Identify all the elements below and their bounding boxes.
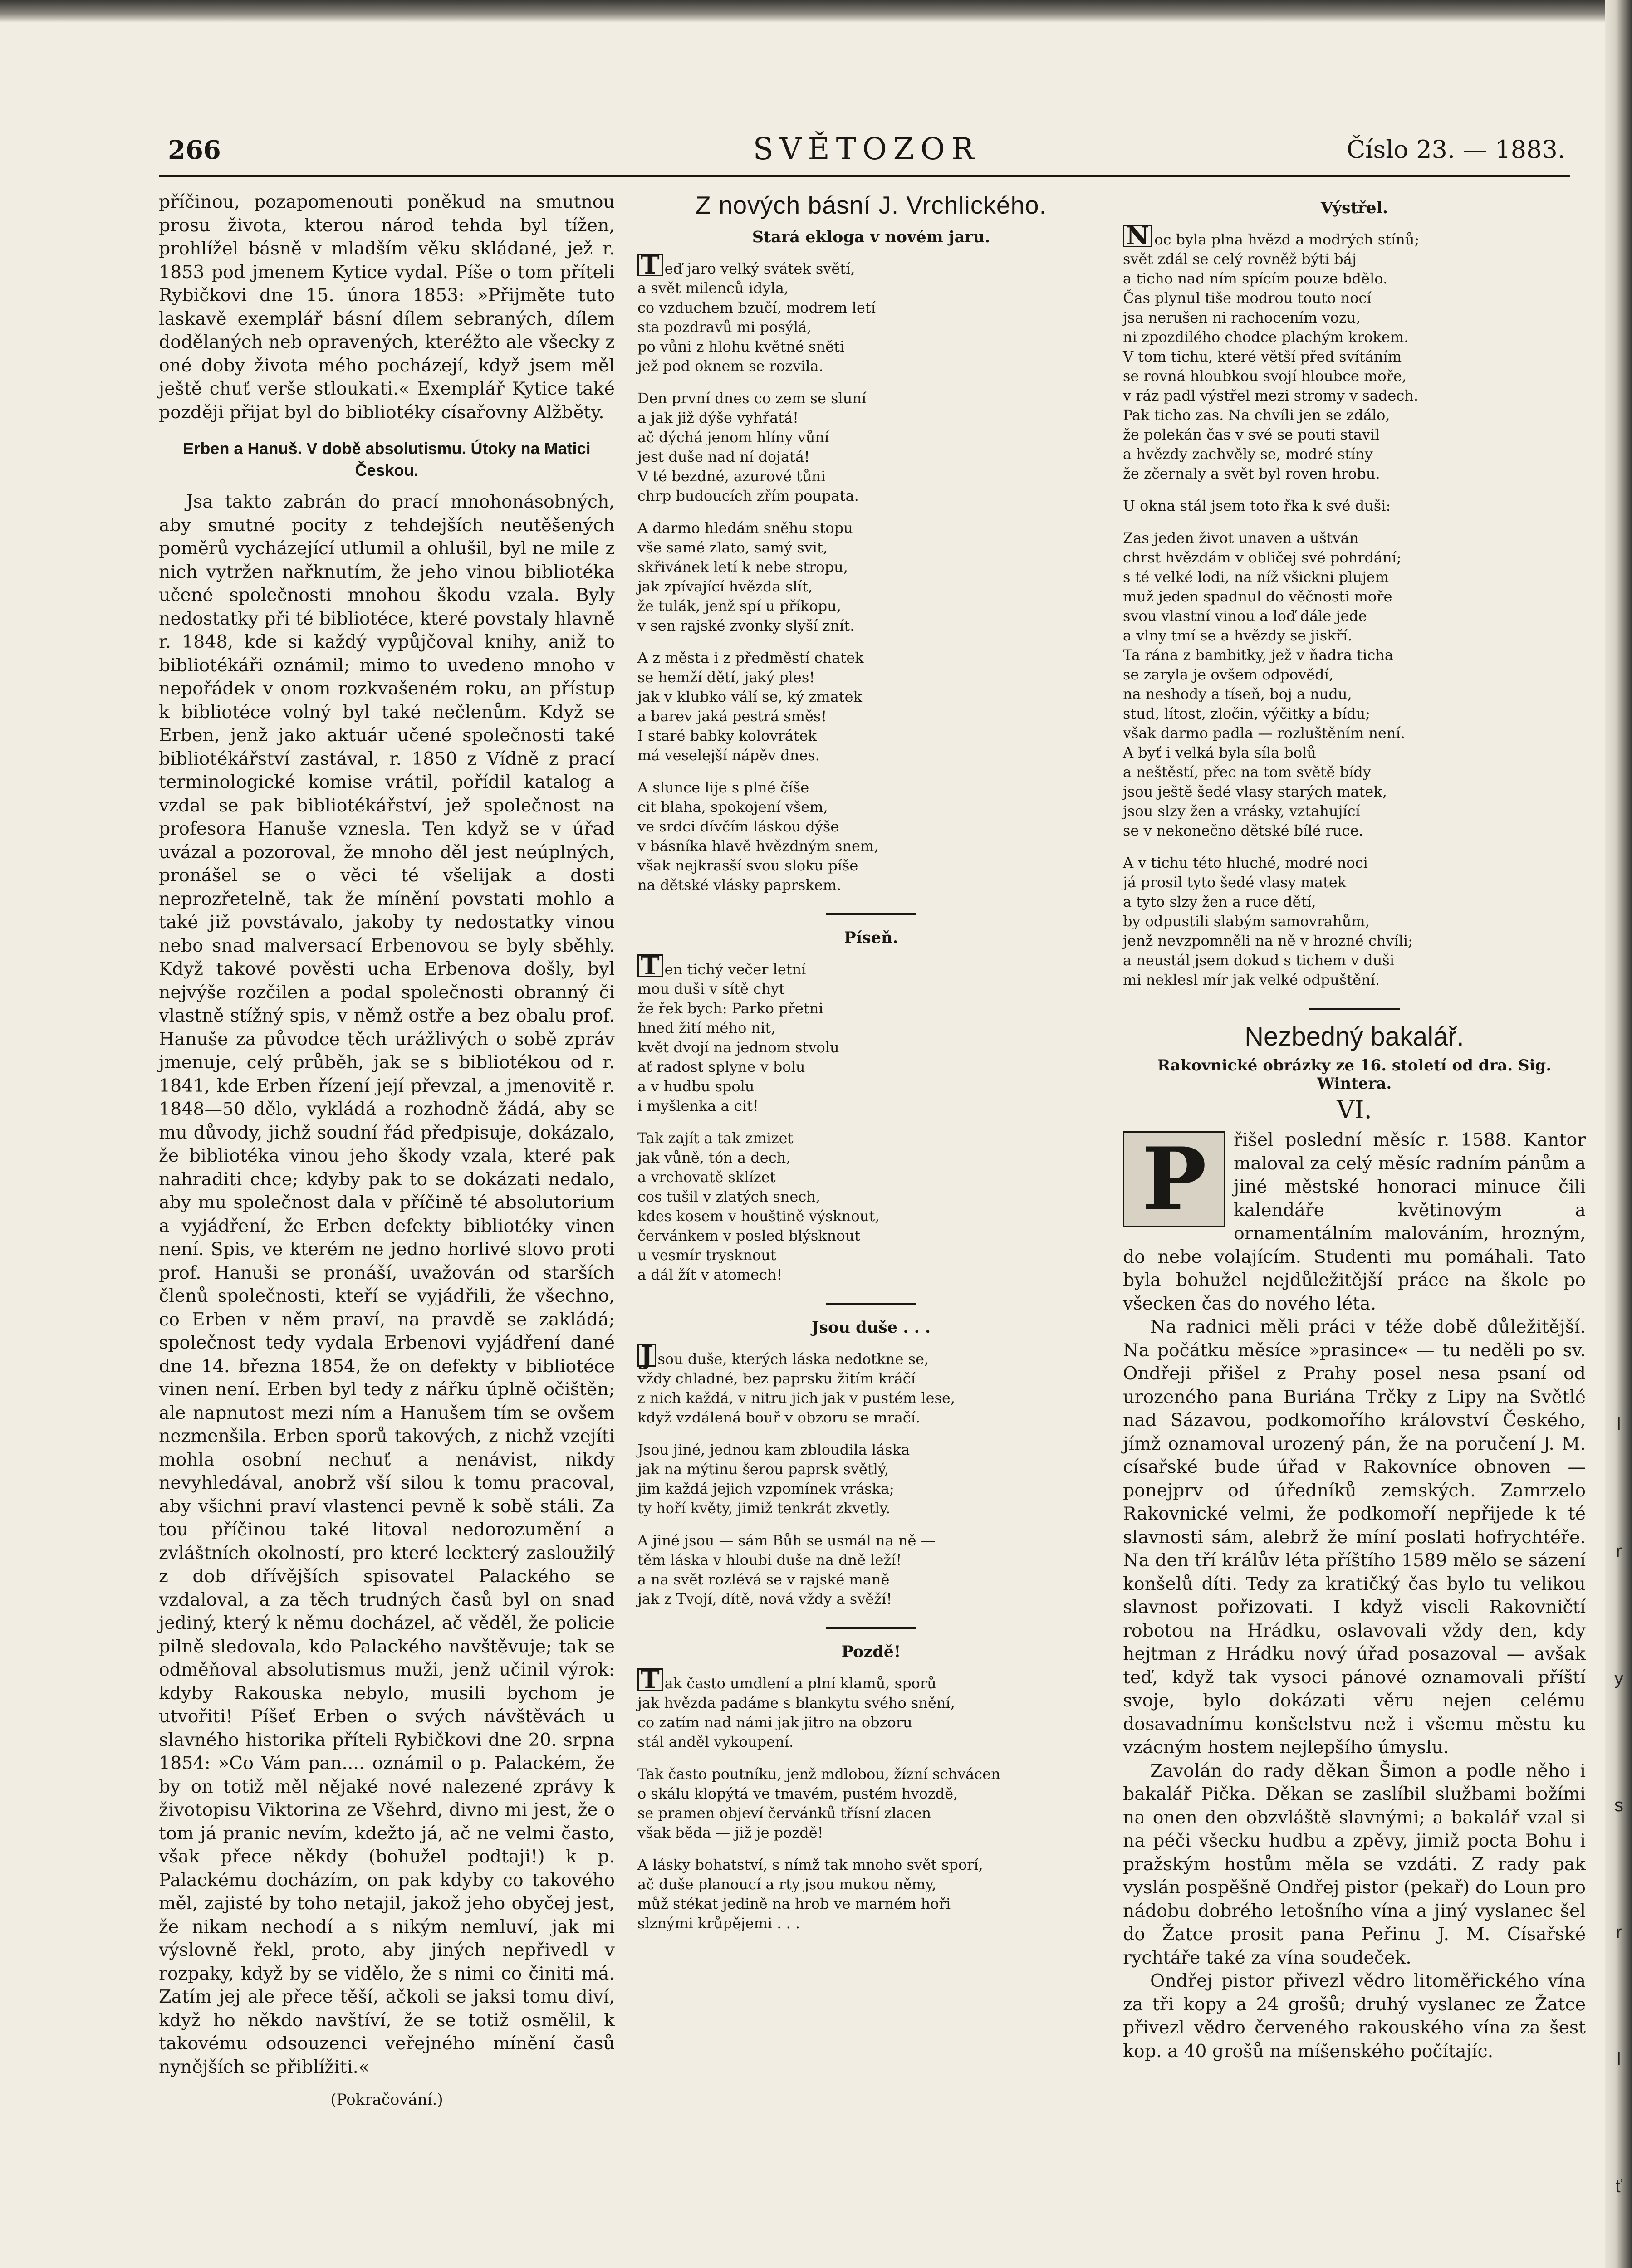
verse-text: I staré babky kolovrátek <box>637 727 817 744</box>
verse-text: a tyto slzy žen a ruce dětí, <box>1123 893 1316 910</box>
verse-text: jak hvězda padáme s blankytu svého snění, <box>637 1694 955 1711</box>
verse-text: Jsou jiné, jednou kam zbloudila láska <box>637 1441 910 1458</box>
ornamental-initial <box>1123 1131 1225 1227</box>
verse-line <box>1123 347 1586 367</box>
poem-verses <box>637 250 1105 895</box>
verse-text: jež pod oknem se rozvila. <box>637 357 823 375</box>
verse-line <box>1123 587 1586 606</box>
verse-line <box>1123 873 1586 892</box>
verse-text: má veselejší nápěv dnes. <box>637 747 820 764</box>
verse-text: těm láska v hloubi duše na dně leží! <box>637 1551 902 1569</box>
margin-fragment: l <box>1617 1414 1621 1434</box>
verse-line <box>1123 892 1586 912</box>
verse-line <box>637 979 1105 999</box>
separator-rule <box>637 908 1105 920</box>
verse-text: chrst hvězdám v obličej své pohrdání; <box>1123 549 1402 566</box>
verse-line <box>1123 406 1586 425</box>
stanza <box>1123 528 1586 841</box>
verse-line <box>637 1804 1105 1823</box>
verse-line <box>1123 802 1586 821</box>
verse-text: Tak často poutníku, jenž mdlobou, žízní schvácen <box>637 1765 1000 1783</box>
verse-line <box>637 1479 1105 1499</box>
stanza <box>637 518 1105 635</box>
verse-text: a na svět rozlévá se v rajské maně <box>637 1571 890 1588</box>
verse-text: se zaryla je ovšem odpovědí, <box>1123 666 1333 683</box>
article-paragraph: příčinou, pozapomenouti poněkud na smutnou prosu života, kterou národ tehda byl tížen, prohlížel básně v mladším věku skládané, jež r. 1853 pod jmenem Kytice vydal. Píše o tom příteli Rybičkovi dne 15. února 1853: »Přijměte tuto laskavě exemplář básní dílem sebraných, dílem dodělaných neb opravených, kteréžto ale všecky z oné doby života mého pocházejí, když jsem měl ještě chuť verše stloukati.« Exemplář Kytice také později přijat byl do bibliotéky císařovny Alžběty. <box>159 191 615 423</box>
verse-text: Den první dnes co zem se sluní <box>637 390 867 407</box>
verse-line <box>637 596 1105 616</box>
verse-text: o skálu klopýtá ve tmavém, pustém hvozdě, <box>637 1785 958 1802</box>
verse-text: v sen rajské zvonky slyší znít. <box>637 617 855 634</box>
verse-line <box>637 447 1105 467</box>
verse-text: můž stékat jedině na hrob ve marném hoři <box>637 1895 951 1912</box>
verse-line <box>1123 308 1586 327</box>
verse-line <box>637 1265 1105 1285</box>
verse-text: z nich každá, v nitru jich jak v pustém lese, <box>637 1389 956 1407</box>
verse-line <box>1123 464 1586 484</box>
verse-line <box>637 1388 1105 1408</box>
verse-text: ak často umdlení a plní klamů, sporů <box>664 1675 936 1692</box>
verse-text: však běda — již je pozdě! <box>637 1824 823 1841</box>
verse-text: na dětské vlásky paprskem. <box>637 876 842 894</box>
verse-text: V tom tichu, které větší před svítáním <box>1123 348 1402 365</box>
verse-line <box>637 1207 1105 1226</box>
stanza <box>637 648 1105 765</box>
verse-line <box>637 279 1105 298</box>
drop-capital: T <box>637 954 663 977</box>
stanza <box>1123 221 1586 484</box>
poems-heading: Z nových básní J. Vrchlického. <box>696 191 1047 219</box>
separator-rule <box>1123 1002 1586 1015</box>
verse-text: co zatím nad námi jak jitro na obzoru <box>637 1714 912 1731</box>
verse-line <box>637 1713 1105 1732</box>
verse-line <box>1123 567 1586 587</box>
verse-line <box>1123 269 1586 288</box>
verse-line <box>637 1693 1105 1713</box>
verse-line <box>637 337 1105 357</box>
verse-line <box>637 1096 1105 1116</box>
stanza <box>637 1440 1105 1518</box>
verse-line <box>637 1550 1105 1570</box>
poem-stara-ekloga <box>637 228 1105 895</box>
verse-line <box>637 1894 1105 1914</box>
verse-text: mou duši v sítě chyt <box>637 980 785 997</box>
verse-text: Čas plynul tiše modrou touto nocí <box>1123 289 1372 307</box>
story-subtitle: Rakovnické obrázky ze 16. století od dra. Sig. Wintera. <box>1157 1056 1552 1093</box>
margin-fragment: l <box>1617 2049 1621 2069</box>
verse-text: V té bezdné, azurové tůni <box>637 468 826 485</box>
verse-line <box>1123 723 1586 743</box>
verse-line <box>1123 645 1586 665</box>
verse-text: svou vlastní vinou a loď dále jede <box>1123 607 1367 625</box>
verse-text: v básníka hlavě hvězdným snem, <box>637 837 879 855</box>
verse-line <box>1123 249 1586 269</box>
verse-text: jak z Tvojí, dítě, nová vždy a svěží! <box>637 1590 892 1608</box>
section-title: Erben a Hanuš. V době absolutismu. Útoky na Matici Českou. <box>183 439 591 479</box>
verse-text: já prosil tyto šedé vlasy matek <box>1123 874 1347 891</box>
verse-text: eď jaro velký svátek světí, <box>664 260 855 277</box>
verse-text: s té velké lodi, na níž všickni plujem <box>1123 568 1389 586</box>
verse-text: Pak ticho zas. Na chvíli jen se zdálo, <box>1123 406 1390 424</box>
verse-text: jsou slzy žen a vrásky, vztahující <box>1123 802 1360 820</box>
verse-line <box>637 1570 1105 1589</box>
stanza <box>637 1765 1105 1843</box>
margin-fragment: s <box>1614 1795 1623 1815</box>
verse-text: Zas jeden život unaven a uštván <box>1123 529 1359 547</box>
drop-capital: J <box>637 1344 656 1367</box>
verse-line <box>637 1875 1105 1894</box>
verse-text: se v nekonečno dětské bílé ruce. <box>1123 822 1363 839</box>
verse-text: Tak zajít a tak zmizet <box>637 1129 794 1147</box>
verse-text: a vrchovatě sklízet <box>637 1168 776 1186</box>
column-right <box>1123 191 1586 2063</box>
story-body <box>1123 1129 1586 2063</box>
header-rule <box>159 175 1570 177</box>
verse-text: jsou ještě šedé vlasy starých matek, <box>1123 783 1387 800</box>
verse-line <box>637 1369 1105 1388</box>
verse-line <box>637 951 1105 981</box>
verse-text: a hvězdy zachvěly se, modré stíny <box>1123 445 1373 463</box>
verse-text: květ dvojí na jednom stvolu <box>637 1039 839 1056</box>
verse-text: mi neklesl mír jak velké odpuštění. <box>1123 971 1380 988</box>
story-paragraph: Ondřej pistor přivezl vědro litoměřického vína za tři kopy a 24 grošů; druhý vyslanec ze Žatce přivezl vědro červeného rakouského vína za šest kop. a 40 grošů na míšenského počítajíc. <box>1123 1970 1586 2062</box>
verse-text: se hemží dětí, jaký ples! <box>637 669 815 686</box>
verse-line <box>637 1129 1105 1148</box>
verse-text: chrp budoucích zřím poupata. <box>637 487 859 504</box>
stanza <box>637 1340 1105 1427</box>
verse-line <box>637 1187 1105 1207</box>
verse-text: jak v klubko válí se, ký zmatek <box>637 688 862 705</box>
poem-verses <box>637 1340 1105 1609</box>
verse-text: a neštěstí, přec na tom světě bídy <box>1123 763 1371 781</box>
verse-text: že řek bych: Parko přetni <box>637 1000 823 1017</box>
verse-text: ač dýchá jenom hlíny vůní <box>637 429 829 446</box>
margin-fragment <box>1607 2250 1630 2268</box>
verse-text: a ticho nad ním spícím pouze bdělo. <box>1123 270 1388 287</box>
story-paragraph: Zavolán do rady děkan Šimon a podle něho i bakalář Pička. Děkan se zaslíbil službami božími na onen den obzvláště slavnými; a bakalář vzal si na péči všecku hudbu a zpěvy, jimiž pocta Bohu i pražským hostům měla se vzdáti. Z rady pak vyslán pospěšně Ondřej pistor (pekař) do Loun pro nádobu dobrého letošního vína a jiný vyslanec šel do Žatce prosit pana Peřinu J. M. Císařské rychtáře také za vína soudeček. <box>1123 1760 1586 1968</box>
verse-text: ať radost splyne v bolu <box>637 1058 805 1075</box>
verse-line <box>637 467 1105 486</box>
verse-line <box>1123 853 1586 873</box>
verse-line <box>1123 665 1586 684</box>
verse-line <box>637 817 1105 836</box>
verse-line <box>637 389 1105 408</box>
verse-text: jest duše nad ní dojatá! <box>637 448 810 465</box>
verse-line <box>637 428 1105 447</box>
verse-line <box>637 1077 1105 1096</box>
stanza <box>637 778 1105 895</box>
verse-text: A z města i z předměstí chatek <box>637 649 864 666</box>
initial-letter: P <box>1142 1131 1207 1227</box>
verse-line <box>637 778 1105 797</box>
verse-line <box>1123 626 1586 645</box>
verse-line <box>1123 288 1586 308</box>
verse-text: kdes kosem v houštině výsknout, <box>637 1207 880 1225</box>
verse-text: A slunce lije s plné číše <box>637 779 809 796</box>
column-middle <box>637 191 1105 1946</box>
verse-text: jsa nerušen ni rachocením vozu, <box>1123 309 1361 326</box>
verse-line <box>1123 951 1586 970</box>
verse-text: A v tichu této hluché, modré noci <box>1123 854 1368 871</box>
verse-line <box>637 856 1105 875</box>
drop-capital: N <box>1123 225 1152 247</box>
stanza <box>637 1855 1105 1933</box>
verse-text: jak zpívající hvězda slít, <box>637 578 813 595</box>
verse-text: když vzdálená bouř v obzoru se mračí. <box>637 1409 921 1426</box>
verse-line <box>1123 782 1586 802</box>
verse-line <box>1123 386 1586 406</box>
poem-title: Píseň. <box>844 929 898 947</box>
verse-line <box>637 668 1105 687</box>
verse-line <box>637 577 1105 596</box>
verse-text: jak na mýtinu šerou paprsk světlý, <box>637 1461 889 1478</box>
stanza <box>637 389 1105 506</box>
column-left <box>159 191 615 2109</box>
verse-line <box>637 616 1105 635</box>
verse-line <box>637 298 1105 318</box>
verse-line <box>637 1440 1105 1460</box>
verse-line <box>637 1460 1105 1479</box>
verse-text: jim každá jejich vzpomínek vráska; <box>637 1480 894 1497</box>
verse-line <box>1123 606 1586 626</box>
margin-fragment: ť <box>1615 2176 1622 2196</box>
verse-text: u vesmír trysknout <box>637 1246 776 1264</box>
poem-pisen <box>637 929 1105 1285</box>
verse-line <box>1123 684 1586 704</box>
verse-line <box>637 1226 1105 1246</box>
poem-title: Jsou duše . . . <box>811 1318 931 1337</box>
verse-text: se rovná hloubkou svojí hloubce moře, <box>1123 367 1407 385</box>
page-header <box>168 132 1565 172</box>
verse-text: jak vůně, tón a dech, <box>637 1149 791 1166</box>
verse-text: v ráz padl výstřel mezi stromy v sadech. <box>1123 387 1419 404</box>
verse-line <box>637 250 1105 280</box>
chapter-number: VI. <box>1337 1095 1372 1124</box>
poem-title: Stará ekloga v novém jaru. <box>752 228 990 246</box>
verse-text: Ta rána z bambitky, jež v ňadra ticha <box>1123 646 1393 664</box>
verse-text: a vlny tmí se a hvězdy se jiskří. <box>1123 627 1353 644</box>
separator-rule <box>637 1622 1105 1634</box>
verse-line <box>1123 821 1586 841</box>
story-paragraph: řišel poslední měsíc r. 1588. Kantor maloval za celý měsíc radním pánům a jiné městské honoraci minuce čili kalendáře květinovým a ornamentálním malováním, hrozným, do nebe volajícím. Studenti mu pomáhali. Tato byla bohužel nejdůležitější práce na škole po všecken čas do nového léta. <box>1123 1129 1586 1314</box>
verse-text: hned žití mého nit, <box>637 1019 776 1036</box>
verse-text: jenž nevzpomněli na ně v hrozné chvíli; <box>1123 932 1413 949</box>
poem-vystrel <box>1123 199 1586 990</box>
verse-line <box>637 836 1105 856</box>
verse-text: en tichý večer letní <box>664 961 806 978</box>
verse-text: a barev jaká pestrá směs! <box>637 708 827 725</box>
verse-text: vždy chladné, bez paprsku žitím kráčí <box>637 1370 916 1387</box>
verse-text: že zčernaly a svět byl roven hrobu. <box>1123 465 1380 482</box>
verse-line <box>637 1823 1105 1843</box>
verse-line <box>637 486 1105 506</box>
stanza <box>1123 496 1586 516</box>
verse-line <box>1123 743 1586 763</box>
verse-text: a v hudbu spolu <box>637 1078 755 1095</box>
verse-text: co vzduchem bzučí, modrem letí <box>637 299 876 316</box>
margin-fragment: y <box>1614 1668 1623 1688</box>
poem-verses <box>1123 221 1586 990</box>
verse-text: U okna stál jsem toto řka k své duši: <box>1123 497 1391 514</box>
verse-line <box>637 1408 1105 1427</box>
verse-text: se pramen objeví červánků třísní zlacen <box>637 1804 931 1822</box>
verse-text: stud, lítost, zločin, výčitky a bídu; <box>1123 705 1371 722</box>
verse-line <box>637 408 1105 428</box>
verse-text: a svět milenců idyla, <box>637 279 789 297</box>
verse-line <box>637 1784 1105 1804</box>
verse-text: skřivánek letí k nebe stropu, <box>637 558 848 576</box>
verse-line <box>637 1168 1105 1187</box>
verse-text: po vůni z hlohu květné sněti <box>637 338 845 355</box>
scan-top-edge <box>0 0 1632 23</box>
verse-line <box>637 1340 1105 1370</box>
verse-line <box>637 875 1105 895</box>
verse-line <box>1123 763 1586 782</box>
verse-line <box>637 357 1105 376</box>
verse-line <box>1123 704 1586 723</box>
verse-line <box>637 557 1105 577</box>
verse-line <box>637 1665 1105 1695</box>
verse-text: a dál žít v atomech! <box>637 1266 783 1283</box>
verse-line <box>1123 327 1586 347</box>
margin-fragment: r <box>1616 1541 1622 1561</box>
verse-text: svět zdál se celý rovněž býti báj <box>1123 250 1357 268</box>
verse-text: cit blaha, spokojení všem, <box>637 798 828 816</box>
verse-text: že tulák, jenž spí u příkopu, <box>637 597 842 615</box>
margin-fragment: r <box>1616 1922 1622 1942</box>
page-number: 266 <box>168 135 221 165</box>
verse-line <box>637 318 1105 337</box>
story-paragraph: Na radnici měli práci v téže době důležitější. Na počátku měsíce »prasince« — tu neděli po sv. Ondřeji přišel z Prahy posel nesa psaní od urozeného pana Buriána Trčky z Lipy na Světlé nad Sázavou, podkomořího království Českého, jímž oznamoval urozený pán, že na poručení J. M. císařské bude úřad v Rakovníce obnoven — ponejprv od úředníků zemských. Zamrzelo Rakovnické velmi, že podkomoří nepřijede k té slavnosti sám, alebrž že míní poslati hofrychtéře. Na den tří králův léta příštího 1589 mělo se sázení konšelů díti. Tedy za kratičký čas bylo tu velikou slavnost pořizovati. I když viseli Rakovničtí robotou na Hrádku, oslavovali vždy den, kdy hejtman z Hrádku nový úřad posazoval — avšak teď, když tak vysoci pánové oznamovali příští svoje, bylo dokázati věru nejen celému dosavadnímu konšelstvu než i všemu městu ku vzácným hostem nejlepšího úmyslu. <box>1123 1316 1586 1758</box>
masthead: SVĚTOZOR <box>753 132 980 166</box>
verse-text: a jak již dýše vyhřatá! <box>637 409 799 426</box>
verse-text: ve srdci dívčím láskou dýše <box>637 818 839 835</box>
verse-text: a neustál jsem dokud s tichem v duši <box>1123 952 1395 969</box>
verse-line <box>637 518 1105 538</box>
stanza <box>637 1531 1105 1609</box>
poem-title: Pozdě! <box>841 1642 901 1661</box>
verse-line <box>637 797 1105 817</box>
verse-line <box>637 687 1105 707</box>
adjacent-page-fragments <box>1607 1361 1630 2268</box>
verse-line <box>637 999 1105 1018</box>
stanza <box>637 951 1105 1116</box>
verse-line <box>637 726 1105 746</box>
verse-line <box>1123 425 1586 445</box>
verse-text: sta pozdravů mi posýlá, <box>637 318 812 336</box>
verse-line <box>637 707 1105 726</box>
poem-pozde <box>637 1642 1105 1933</box>
verse-line <box>637 1148 1105 1168</box>
verse-line <box>637 1914 1105 1933</box>
verse-line <box>637 1589 1105 1609</box>
verse-text: cos tušil v zlatých snech, <box>637 1188 821 1205</box>
stanza <box>637 1665 1105 1752</box>
poem-jsou-duse <box>637 1318 1105 1609</box>
verse-line <box>637 1855 1105 1875</box>
verse-text: i myšlenka a cit! <box>637 1097 759 1114</box>
continued-note: (Pokračování.) <box>330 2091 443 2109</box>
verse-line <box>637 1057 1105 1077</box>
separator-rule <box>637 1297 1105 1310</box>
verse-line <box>1123 931 1586 951</box>
verse-text: červánkem v posled blýsknout <box>637 1227 860 1244</box>
drop-capital: T <box>637 254 663 276</box>
stanza <box>637 250 1105 376</box>
verse-text: A darmo hledám sněhu stopu <box>637 519 853 537</box>
verse-text: stál anděl vykoupení. <box>637 1733 794 1750</box>
verse-line <box>1123 367 1586 386</box>
article-paragraph: Jsa takto zabrán do prací mnohonásobných, aby smutné pocity z tehdejších neutěšených poměrů vycházející utlumil a ohlušil, byl ne mile z nich vytržen nařknutím, že jeho vinou bibliotéka učené společnosti mnohou škodu vzala. Byly nedostatky při té bibliotéce, které povstaly hlavně r. 1848, kde si každý vypůjčoval knihy, aniž to bibliotékáři oznámil; mimo to uvedeno mnoho v nepořádek v onom rozkvašeném roku, an přístup k bibliotéce volný byl také nečlenům. Když se Erben, jenž jako aktuár učené společnosti také bibliotékářství zastával, r. 1850 z Vídně z prací terminologické komise vrátil, pořídil katalog a vzdal se pak bibliotékářství, jež společnost na profesora Hanuše vznesla. Ten když se v úřad uvázal a pozoroval, že mnoho děl jest neúplných, pronášel se o věci té všelijak a dosti neprozřetelně, tak že mínění povstati mohlo a také již povstávalo, jakoby ty nedostatky vinou nebo snad malversací Erbenovou se byly sběhly. Když takové pověsti ucha Erbenova došly, byl nejvýše rozčilen a podal společnosti obranný či vlastně stížný spis, v němž ostře a bez obalu prof. Hanuše za původce těch urážlivých o sobě zpráv jmenuje, celý průběh, jak se s bibliotékou od r. 1841, kde Erben řízení její převzal, a jmenovitě r. 1848—50 dělo, vykládá a rozhodně žádá, aby se mu důvody, jichž soudní řád předpisuje, dokázalo, že bibliotéka vinou jeho škody vzala, které pak nahraditi chce; kdyby pak to se dokázati nedalo, aby mu společnost dala v příčině té absolutorium a vyjádření, že Erben defekty bibliotéky vinen není. Spis, ve kterém ne jedno horlivé slovo proti prof. Hanuši se pronáší, uvažován od starších členů společnosti, kteří se vyjádřili, že všechno, co Erben v něm praví, na pravdě se zakládá; společnost tedy vydala Erbenovi vyjádření dané dne 14. března 1854, že on defekty v bibliotéce vinen není. Erben byl tedy z nářku úplně očištěn; ale napnutost mezi ním a Hanušem tím se ovšem nezmenšila. Erben sporů takových, z nichž vzejíti mohla osobní nechuť a nenávist, nikdy nevyhledával, anobrž vší silou k tomu pracoval, aby všichni praví vlastenci pevně k sobě stáli. Za tou příčinou také litoval nedorozumění a zvláštních okolností, pro které leckterý zasloužilý z dob dřívějších spisovatel Palackého se vzdaloval, a za těch trudných časů byl on snad jediný, který k němu docházel, ač věděl, že policie pilně sledovala, kdo Palackého navštěvuje; tak se odměňoval absolutismus muži, jenž učinil výrok: kdyby Rakouska nebylo, musili bychom je utvořiti! Píšeť Erben o svých návštěvách u slavného historika příteli Rybičkovi dne 20. srpna 1854: »Co Vám pan.... oznámil o p. Palackém, že by on totiž měl nějaké nové nalezené zprávy k životopisu Viktorina ze Všehrd, divno mi jest, že o tom já pranic nevím, kdežto já, ač ne velmi často, však přece někdy (bohužel podtaji!) k p. Palackému docházím, on pak kdyby co takového měl, zajisté by toho netajil, jakož jeho obyčej jest, že nikam nechodí a s nikým nemluví, jak mi výslovně řekl, proto, aby jiných nepřivedl v rozpaky, když by se vidělo, že s nimi co činiti má. Zatím jej ale přece těší, ačkoli se jaksi tomu diví, když ho někdo navštíví, že se totiž osmělil, k takovému odsouzenci veřejného mínění časů nynějších se přiblížiti.« <box>159 491 615 2077</box>
verse-text: že polekán čas v své se pouti stavil <box>1123 426 1380 443</box>
verse-text: však nejkrasší svou sloku píše <box>637 857 858 874</box>
verse-text: slznými krůpějemi . . . <box>637 1915 800 1932</box>
drop-capital: T <box>637 1668 663 1691</box>
verse-text: muž jeden spadnul do věčnosti moře <box>1123 588 1392 605</box>
poem-title: Výstřel. <box>1320 199 1388 217</box>
poem-verses <box>637 1665 1105 1933</box>
verse-line <box>1123 970 1586 990</box>
verse-text: A jiné jsou — sám Bůh se usmál na ně — <box>637 1532 936 1549</box>
verse-text: vše samé zlato, samý svit, <box>637 539 828 556</box>
verse-text: však darmo padla — rozluštěním není. <box>1123 724 1405 742</box>
verse-line <box>1123 496 1586 516</box>
verse-line <box>637 538 1105 557</box>
verse-text: by odpustili slabým samovrahům, <box>1123 913 1370 930</box>
verse-text: ty hoří květy, jimiž tenkrát zkvetly. <box>637 1500 891 1517</box>
verse-line <box>637 1018 1105 1038</box>
verse-text: A byť i velká byla síla bolů <box>1123 744 1316 761</box>
verse-text: oc byla plna hvězd a modrých stínů; <box>1154 231 1420 248</box>
verse-line <box>637 1038 1105 1057</box>
story-title: Nezbedný bakalář. <box>1245 1022 1464 1051</box>
verse-line <box>637 746 1105 765</box>
verse-line <box>637 1531 1105 1550</box>
verse-line <box>1123 912 1586 931</box>
verse-line <box>637 1246 1105 1265</box>
issue-info: Číslo 23. — 1883. <box>1346 135 1565 164</box>
verse-line <box>1123 548 1586 567</box>
verse-text: na neshody a tíseň, boj a nudu, <box>1123 685 1352 703</box>
stanza <box>1123 853 1586 990</box>
verse-line <box>637 1765 1105 1784</box>
stanza <box>637 1129 1105 1285</box>
verse-line <box>1123 445 1586 464</box>
verse-line <box>1123 528 1586 548</box>
poem-verses <box>637 951 1105 1285</box>
verse-text: A lásky bohatství, s nímž tak mnoho svět sporí, <box>637 1856 983 1873</box>
verse-text: ač duše planoucí a rty jsou mukou němy, <box>637 1876 936 1893</box>
verse-line <box>1123 221 1586 251</box>
verse-line <box>637 1499 1105 1518</box>
verse-line <box>637 1732 1105 1752</box>
verse-text: sou duše, kterých láska nedotkne se, <box>657 1350 929 1368</box>
verse-text: ni zpozdilého chodce plachým krokem. <box>1123 328 1409 346</box>
verse-line <box>637 648 1105 668</box>
